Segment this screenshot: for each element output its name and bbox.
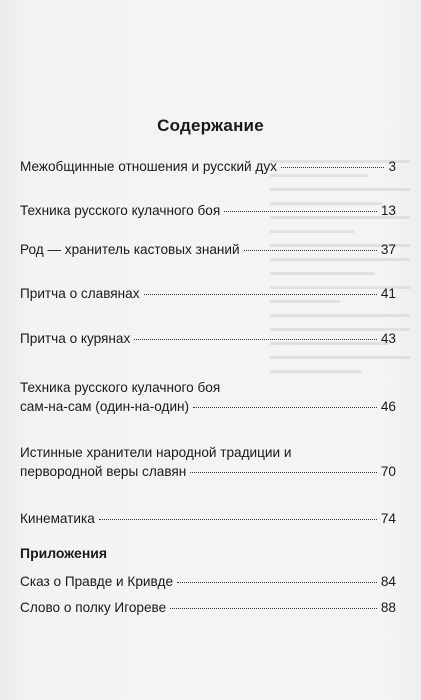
toc-entry-page: 37 (380, 242, 396, 257)
leader-dots (224, 211, 377, 212)
toc-entry[interactable] (20, 157, 396, 176)
page-title: Содержание (157, 116, 264, 135)
toc-entry-page: 3 (388, 159, 396, 174)
toc-entry[interactable] (20, 201, 396, 220)
toc-entry-title-line: первородной веры славян (20, 464, 187, 479)
toc-entry-page: 84 (380, 574, 396, 589)
toc-entry-title-line: сам-на-сам (один-на-один) (20, 399, 190, 414)
toc-entry-page: 13 (380, 203, 396, 218)
toc-entry[interactable] (20, 329, 396, 348)
toc-entry-title: Межобщинные отношения и русский дух (20, 159, 277, 174)
toc-entry-title: Притча о славянах (20, 286, 140, 301)
toc-entry-title: Сказ о Правде и Кривде (20, 574, 174, 589)
toc-entry[interactable] (20, 378, 396, 416)
leader-dots (177, 582, 377, 583)
toc-entry[interactable] (20, 572, 396, 591)
toc-entry[interactable] (20, 598, 396, 617)
toc-entry[interactable] (20, 240, 396, 259)
toc-entry-title-line: Истинные хранители народной традиции и (20, 445, 292, 460)
toc-entry[interactable] (20, 443, 396, 481)
toc-entry-page: 70 (380, 464, 396, 479)
leader-dots (144, 294, 377, 295)
toc-entry-page: 43 (380, 331, 396, 346)
leader-dots (193, 407, 377, 408)
toc-entry-title: Притча о курянах (20, 331, 131, 346)
appendix-heading: Приложения (20, 545, 108, 561)
toc-entry-title: Кинематика (20, 511, 95, 526)
leader-dots (170, 608, 377, 609)
toc-entry[interactable] (20, 284, 396, 303)
toc-entry-page: 74 (380, 511, 396, 526)
toc-entry-title-line: Техника русского кулачного боя (20, 380, 221, 395)
toc-entry-page: 88 (380, 600, 396, 615)
leader-dots (134, 339, 377, 340)
leader-dots (99, 519, 377, 520)
toc-entry-page: 46 (380, 399, 396, 414)
toc-entry-page: 41 (380, 286, 396, 301)
leader-dots (281, 167, 385, 168)
leader-dots (244, 250, 377, 251)
leader-dots (190, 472, 377, 473)
toc-entry[interactable] (20, 509, 396, 528)
toc-entry-title: Техника русского кулачного боя (20, 203, 221, 218)
toc-entry-title: Слово о полку Игореве (20, 600, 167, 615)
toc-entry-title: Род — хранитель кастовых знаний (20, 242, 240, 257)
